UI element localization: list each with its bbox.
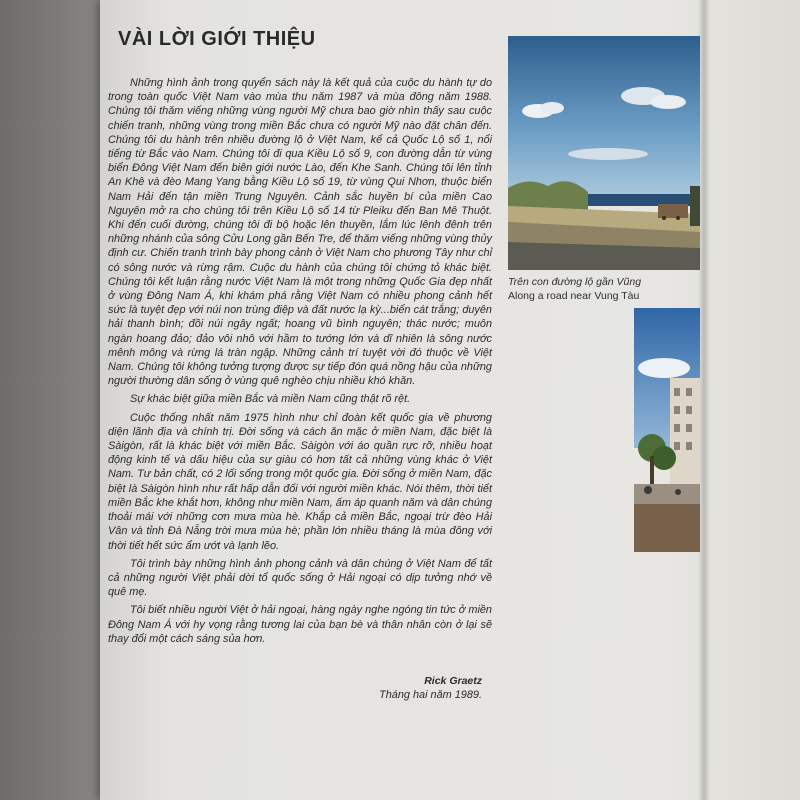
author-signature: Rick Graetz [424,675,482,687]
desk-background [0,0,108,800]
photo-caption-english: Along a road near Vung Tàu [508,290,640,302]
paragraph-hope: Tôi biết nhiều người Việt ở hải ngoại, hàng ngày nghe ngóng tin tức ở miền Đông Nam Á với hy vọng rằng tương lai của bạn bè và thân nhân còn ở lại sẽ thay đổi một cách sáng sủa hơn. [108,604,492,645]
intro-text [108,76,492,650]
coastal-road-photo [508,36,700,270]
paragraph-unification: Cuộc thống nhất năm 1975 hình như chỉ đoàn kết quốc gia về phương diện lãnh địa và chính trị. Đời sống và cách ăn mặc ở miền Nam, đặc biệt là Sàigòn, rất là khác biệt với miền Bắc. Sàigòn với áo quần rực rỡ, nhiều hoạt động kinh tế và dấu hiệu của sự giàu có hơn tất cả những vùng khác ở Việt Nam. Tư bản chất, có 2 lối sống trong một quốc gia. Đời sống ở miền Nam, đặc biệt là Sàigòn hình như rất hấp dẫn đối với người miền khác. Nói thêm, thời tiết miền Bắc khe khắt hơn, không như miền Nam, ấm áp quanh năm và dân chúng thoải mái với những cơn mưa mùa hè. Khắp cả miền Bắc, ngoại trừ đèo Hải Vân và tỉnh Đà Nẵng trời mưa mùa hè; phần lớn nhiều tháng là mùa đông với thời tiết hết sức ẩm ướt và lạnh lẽo. [108,411,492,552]
paragraph-journey: Những hình ảnh trong quyển sách này là kết quả của cuộc du hành tự do trong toàn quốc Việt Nam vào mùa thu năm 1987 và mùa đông năm 1988. Chúng tôi thăm viếng những vùng người Mỹ chưa bao giờ nhìn thấy sau cuộc chiến tranh, những vùng trong miền Bắc chưa có người Mỹ nào đặt chân đến. Chúng tôi du hành trên nhiều đường lộ ở Việt Nam, kể cả Quốc Lộ số 1, nổi tiếng từ Bắc vào Nam. Chúng tôi đi qua Kiều Lộ số 9, con đường dẫn từ vùng biển Đông Việt Nam đến biên giới nước Lào, đến Khe Sanh. Chúng tôi lên tỉnh An Khê và đèo Mang Yang bằng Kiều Lộ số 19, từ vùng Qui Nhơn, thuộc biển Nam Hải đến tận miền Trung Nguyên. Cảnh sắc huyền bí của miền Cao Nguyên mở ra cho chúng tôi trên Kiều Lộ số 14 từ Pleiku đến Ban Mê Thuột. Khi đến cuối đường, chúng tôi đi bộ hoặc lên thuyền, lắm lúc lênh đênh trên những nhánh của sông Cửu Long gần Bến Tre, để thăm viếng những vùng thủy định cư. Chiến tranh trình bày phong cảnh ở Việt Nam cho phương Tây như chỉ có sông nước và rừng rậm. Cuộc du hành của chúng tôi chứng tỏ khác biệt. Chúng tôi kết luận rằng nước Việt Nam là một trong những Quốc Gia đẹp nhất ở vùng Đông Nam Á, khi khám phá rằng Việt Nam có nhiều phong cảnh hết sức là tuyệt đẹp với núi non trùng điệp và đất nước lạ kỳ...biển cát trắng; duyên hải thanh bình; đồi núi ngây ngất; hoang vũ bình nguyên; thác nước; muôn ngàn hoang đảo; đảo vôi nhô với hầm to tướng lớn và dĩ nhiên là sông nước mênh mông và rừng lá tràn ngập. Những cảnh trí tuyệt vời đó thuộc về Việt Nam. Chúng tôi không tưởng tượng được sự tiếp đón quá nồng hậu của những người thường dân sống ở vùng quê nghèo chịu nhiều khó khăn. [108,77,492,388]
page-title: VÀI LỜI GIỚI THIỆU [118,28,316,50]
city-street-photo [634,308,700,552]
paragraph-purpose: Tôi trình bày những hình ảnh phong cảnh và dân chúng ở Việt Nam để tất cả những người Việt phải dời tổ quốc sống ở Hải ngoại có dịp tưởng nhớ về quê mẹ. [108,557,492,599]
paragraph-north-south: Sự khác biệt giữa miền Bắc và miền Nam cũng thật rõ rệt. [130,393,411,406]
photo-caption-vietnamese: Trên con đường lộ gần Vũng [508,276,642,288]
signature-date: Tháng hai năm 1989. [379,689,482,701]
